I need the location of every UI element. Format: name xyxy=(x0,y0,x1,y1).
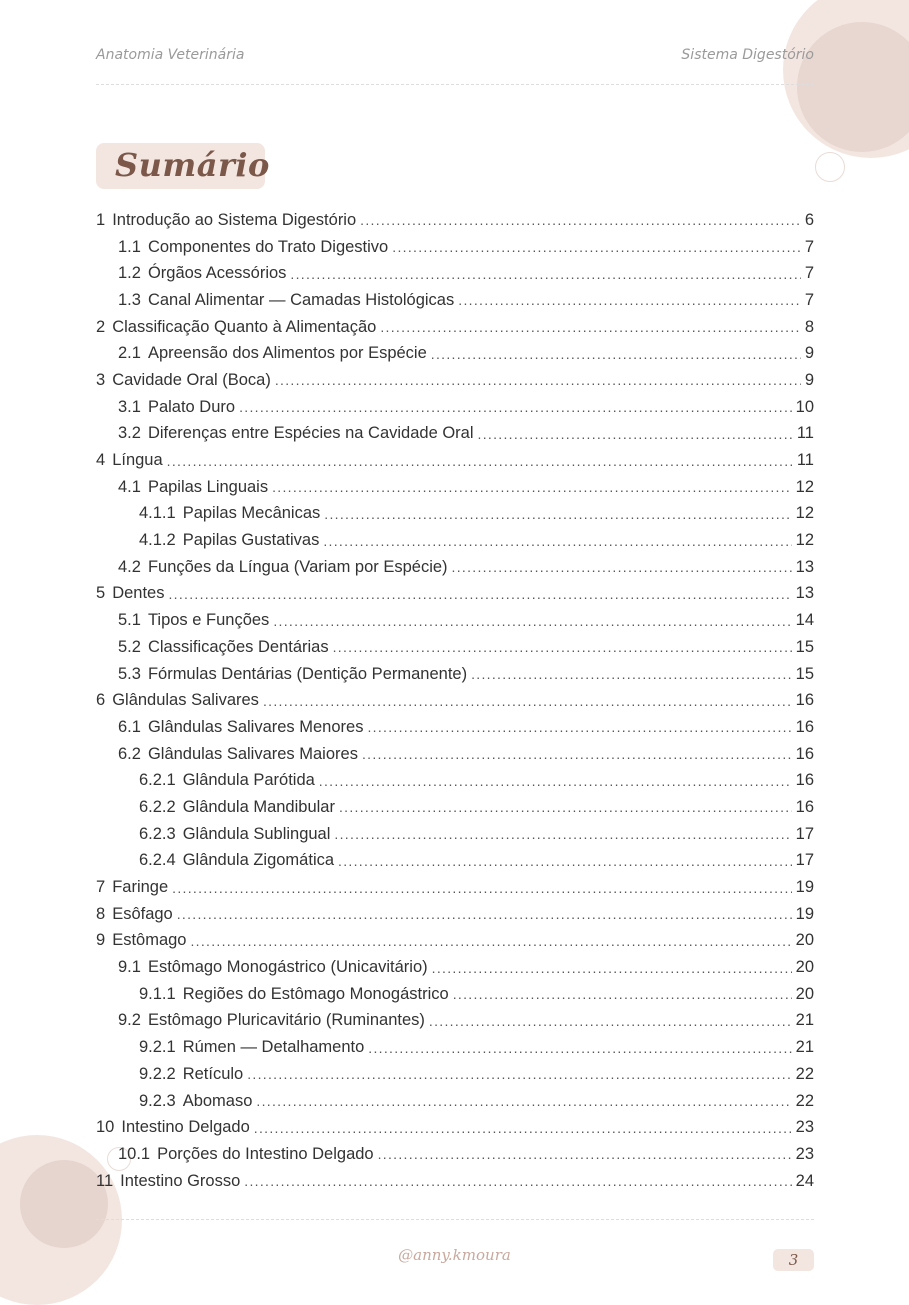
toc-leader-dots xyxy=(172,880,792,896)
toc-entry[interactable] xyxy=(96,501,814,528)
toc-entry[interactable] xyxy=(96,1088,814,1115)
toc-entry-label: Apreensão dos Alimentos por Espécie xyxy=(147,344,427,363)
toc-entry-label: Componentes do Trato Digestivo xyxy=(147,237,389,256)
toc-entry-label: Estômago Pluricavitário (Ruminantes) xyxy=(147,1011,425,1030)
toc-entry-page: 11 xyxy=(796,424,814,443)
toc-entry-number: 11 xyxy=(96,1171,114,1190)
toc-entry-number: 1.3 xyxy=(118,290,141,309)
toc-leader-dots xyxy=(273,613,791,629)
toc-entry-number: 10.1 xyxy=(118,1144,151,1163)
toc-entry[interactable] xyxy=(96,848,814,875)
toc-entry[interactable] xyxy=(96,1141,814,1168)
toc-entry[interactable] xyxy=(96,1168,814,1195)
toc-entry-label: Estômago Monogástrico (Unicavitário) xyxy=(147,958,428,977)
decorative-ring xyxy=(815,152,845,182)
toc-entry-label: Cavidade Oral (Boca) xyxy=(112,370,271,389)
toc-entry-label: Órgãos Acessórios xyxy=(147,264,287,283)
toc-entry-number: 5.1 xyxy=(118,611,141,630)
toc-leader-dots xyxy=(431,346,801,362)
toc-entry-label: Classificações Dentárias xyxy=(147,637,329,656)
toc-entry-page: 13 xyxy=(795,584,814,603)
toc-entry-label: Papilas Linguais xyxy=(147,477,269,496)
toc-entry-number: 2.1 xyxy=(118,344,141,363)
toc-entry-page: 12 xyxy=(795,504,814,523)
toc-entry[interactable] xyxy=(96,1114,814,1141)
toc-leader-dots xyxy=(168,586,791,602)
toc-entry-page: 19 xyxy=(795,904,814,923)
toc-entry-page: 15 xyxy=(795,637,814,656)
toc-entry-label: Fórmulas Dentárias (Dentição Permanente) xyxy=(147,664,468,683)
toc-entry-page: 7 xyxy=(804,264,814,283)
toc-entry-page: 17 xyxy=(795,851,814,870)
toc-entry[interactable] xyxy=(96,661,814,688)
toc-entry-page: 20 xyxy=(795,984,814,1003)
toc-entry-number: 1.2 xyxy=(118,264,141,283)
toc-entry-label: Glândula Parótida xyxy=(182,771,315,790)
toc-entry-number: 9.2.1 xyxy=(139,1038,176,1057)
toc-entry-label: Tipos e Funções xyxy=(147,611,270,630)
toc-entry[interactable] xyxy=(96,421,814,448)
toc-leader-dots xyxy=(453,986,792,1002)
toc-entry-page: 11 xyxy=(796,451,814,470)
toc-leader-dots xyxy=(244,1173,791,1189)
toc-entry[interactable] xyxy=(96,954,814,981)
toc-entry[interactable] xyxy=(96,874,814,901)
toc-entry-number: 1.1 xyxy=(118,237,141,256)
toc-leader-dots xyxy=(362,746,792,762)
toc-leader-dots xyxy=(452,559,792,575)
toc-leader-dots xyxy=(367,719,791,735)
toc-entry[interactable] xyxy=(96,901,814,928)
toc-entry[interactable] xyxy=(96,607,814,634)
toc-entry-label: Dentes xyxy=(112,584,165,603)
toc-entry-number: 4.1 xyxy=(118,477,141,496)
toc-entry-page: 14 xyxy=(795,611,814,630)
toc-entry-number: 5.2 xyxy=(118,637,141,656)
toc-entry-page: 24 xyxy=(795,1171,814,1190)
toc-leader-dots xyxy=(323,533,791,549)
toc-entry-page: 16 xyxy=(795,797,814,816)
toc-entry[interactable] xyxy=(96,581,814,608)
toc-entry-number: 6.2.2 xyxy=(139,797,176,816)
toc-entry-number: 6.1 xyxy=(118,717,141,736)
toc-leader-dots xyxy=(458,292,801,308)
toc-entry-label: Funções da Língua (Variam por Espécie) xyxy=(147,557,448,576)
toc-entry-label: Papilas Gustativas xyxy=(182,531,320,550)
toc-entry-page: 23 xyxy=(795,1144,814,1163)
toc-entry-page: 15 xyxy=(795,664,814,683)
toc-leader-dots xyxy=(254,1120,792,1136)
toc-entry-number: 6.2.1 xyxy=(139,771,176,790)
decorative-circle-bottom-inner xyxy=(20,1160,108,1248)
toc-entry[interactable] xyxy=(96,234,814,261)
toc-entry[interactable] xyxy=(96,447,814,474)
toc-entry-number: 6.2.3 xyxy=(139,824,176,843)
toc-entry-number: 9.1 xyxy=(118,958,141,977)
footer-divider xyxy=(96,1219,814,1220)
toc-entry-number: 10 xyxy=(96,1118,115,1137)
toc-entry[interactable] xyxy=(96,634,814,661)
toc-entry-number: 1 xyxy=(96,210,106,229)
toc-leader-dots xyxy=(478,426,793,442)
toc-entry-page: 6 xyxy=(804,210,814,229)
toc-entry[interactable] xyxy=(96,340,814,367)
toc-leader-dots xyxy=(333,639,792,655)
toc-entry-page: 16 xyxy=(795,691,814,710)
toc-entry[interactable] xyxy=(96,474,814,501)
toc-entry-page: 20 xyxy=(795,958,814,977)
toc-entry-number: 5 xyxy=(96,584,106,603)
toc-entry-number: 4.1.2 xyxy=(139,531,176,550)
footer-handle: @anny.kmoura xyxy=(398,1246,511,1264)
toc-entry-page: 22 xyxy=(795,1091,814,1110)
toc-leader-dots xyxy=(256,1093,791,1109)
toc-entry[interactable] xyxy=(96,314,814,341)
toc-entry-number: 9.1.1 xyxy=(139,984,176,1003)
toc-entry[interactable] xyxy=(96,260,814,287)
toc-entry-label: Canal Alimentar — Camadas Histológicas xyxy=(147,290,455,309)
toc-entry-label: Retículo xyxy=(182,1064,244,1083)
toc-entry[interactable] xyxy=(96,767,814,794)
toc-entry-page: 23 xyxy=(795,1118,814,1137)
toc-entry-page: 19 xyxy=(795,878,814,897)
toc-entry[interactable] xyxy=(96,928,814,955)
toc-leader-dots xyxy=(339,799,792,815)
page-title-box xyxy=(96,143,270,189)
toc-entry-label: Faringe xyxy=(112,878,169,897)
toc-entry-page: 16 xyxy=(795,771,814,790)
toc-entry-label: Classificação Quanto à Alimentação xyxy=(112,317,377,336)
toc-leader-dots xyxy=(263,693,792,709)
toc-entry-label: Glândulas Salivares xyxy=(112,691,259,710)
toc-entry-page: 20 xyxy=(795,931,814,950)
toc-entry-number: 4 xyxy=(96,451,106,470)
toc-entry-label: Glândulas Salivares Maiores xyxy=(147,744,358,763)
toc-entry-number: 5.3 xyxy=(118,664,141,683)
toc-entry-number: 4.1.1 xyxy=(139,504,176,523)
toc-entry-page: 17 xyxy=(795,824,814,843)
toc-entry-label: Glândula Zigomática xyxy=(182,851,335,870)
toc-entry[interactable] xyxy=(96,687,814,714)
toc-entry-number: 7 xyxy=(96,878,106,897)
toc-leader-dots xyxy=(177,906,792,922)
toc-leader-dots xyxy=(275,372,801,388)
toc-entry[interactable] xyxy=(96,1061,814,1088)
toc-leader-dots xyxy=(272,479,792,495)
toc-leader-dots xyxy=(368,1040,791,1056)
toc-entry-number: 2 xyxy=(96,317,106,336)
toc-leader-dots xyxy=(432,960,792,976)
toc-entry-page: 13 xyxy=(795,557,814,576)
toc-entry[interactable] xyxy=(96,287,814,314)
header-course-title: Anatomia Veterinária xyxy=(96,47,245,63)
toc-entry[interactable] xyxy=(96,981,814,1008)
toc-entry-number: 6 xyxy=(96,691,106,710)
toc-leader-dots xyxy=(380,319,800,335)
toc-entry[interactable] xyxy=(96,794,814,821)
toc-entry[interactable] xyxy=(96,1034,814,1061)
toc-entry-page: 9 xyxy=(804,370,814,389)
toc-leader-dots xyxy=(338,853,792,869)
toc-entry-label: Estômago xyxy=(112,931,187,950)
toc-entry-page: 9 xyxy=(804,344,814,363)
toc-entry-number: 9.2.2 xyxy=(139,1064,176,1083)
toc-entry-label: Rúmen — Detalhamento xyxy=(182,1038,365,1057)
page-title: Sumário xyxy=(115,146,270,184)
toc-entry-label: Glândulas Salivares Menores xyxy=(147,717,364,736)
toc-entry[interactable] xyxy=(96,367,814,394)
toc-leader-dots xyxy=(319,773,792,789)
toc-entry-label: Palato Duro xyxy=(147,397,236,416)
toc-leader-dots xyxy=(429,1013,792,1029)
toc-entry[interactable] xyxy=(96,394,814,421)
toc-entry-page: 16 xyxy=(795,717,814,736)
toc-entry-label: Abomaso xyxy=(182,1091,253,1110)
toc-leader-dots xyxy=(290,266,800,282)
toc-entry-label: Glândula Sublingual xyxy=(182,824,331,843)
toc-entry[interactable] xyxy=(96,207,814,234)
toc-entry-label: Intestino Grosso xyxy=(120,1171,241,1190)
toc-entry[interactable] xyxy=(96,527,814,554)
header-section-title: Sistema Digestório xyxy=(681,47,814,63)
toc-entry[interactable] xyxy=(96,1008,814,1035)
toc-leader-dots xyxy=(392,239,801,255)
toc-entry-number: 9 xyxy=(96,931,106,950)
toc-entry[interactable] xyxy=(96,714,814,741)
toc-entry-number: 3.2 xyxy=(118,424,141,443)
toc-leader-dots xyxy=(471,666,792,682)
toc-entry-page: 16 xyxy=(795,744,814,763)
toc-entry[interactable] xyxy=(96,554,814,581)
toc-entry-number: 9.2 xyxy=(118,1011,141,1030)
toc-entry-number: 4.2 xyxy=(118,557,141,576)
toc-entry-label: Glândula Mandibular xyxy=(182,797,335,816)
toc-entry-page: 10 xyxy=(795,397,814,416)
toc-leader-dots xyxy=(378,1146,792,1162)
toc-entry-page: 8 xyxy=(804,317,814,336)
toc-entry-page: 21 xyxy=(795,1038,814,1057)
toc-entry-number: 6.2.4 xyxy=(139,851,176,870)
toc-entry-label: Intestino Delgado xyxy=(121,1118,250,1137)
toc-entry-label: Papilas Mecânicas xyxy=(182,504,321,523)
table-of-contents xyxy=(96,207,814,1194)
toc-entry-label: Regiões do Estômago Monogástrico xyxy=(182,984,449,1003)
toc-leader-dots xyxy=(167,453,793,469)
toc-entry[interactable] xyxy=(96,821,814,848)
toc-entry-page: 7 xyxy=(804,237,814,256)
toc-leader-dots xyxy=(360,212,801,228)
toc-entry-number: 3 xyxy=(96,370,106,389)
toc-leader-dots xyxy=(324,506,791,522)
toc-entry-page: 21 xyxy=(795,1011,814,1030)
toc-entry-page: 22 xyxy=(795,1064,814,1083)
toc-entry-page: 12 xyxy=(795,477,814,496)
toc-entry-number: 8 xyxy=(96,904,106,923)
toc-leader-dots xyxy=(239,399,792,415)
toc-entry-label: Esôfago xyxy=(112,904,173,923)
toc-entry-page: 7 xyxy=(804,290,814,309)
toc-entry-label: Porções do Intestino Delgado xyxy=(157,1144,374,1163)
toc-entry-label: Introdução ao Sistema Digestório xyxy=(112,210,357,229)
toc-leader-dots xyxy=(190,933,791,949)
toc-entry-label: Língua xyxy=(112,451,163,470)
toc-entry[interactable] xyxy=(96,741,814,768)
page-number-badge: 3 xyxy=(773,1249,814,1271)
toc-entry-page: 12 xyxy=(795,531,814,550)
toc-leader-dots xyxy=(334,826,791,842)
toc-leader-dots xyxy=(247,1066,791,1082)
header-divider xyxy=(96,84,814,85)
toc-entry-number: 6.2 xyxy=(118,744,141,763)
toc-entry-label: Diferenças entre Espécies na Cavidade Oral xyxy=(147,424,474,443)
toc-entry-number: 9.2.3 xyxy=(139,1091,176,1110)
toc-entry-number: 3.1 xyxy=(118,397,141,416)
